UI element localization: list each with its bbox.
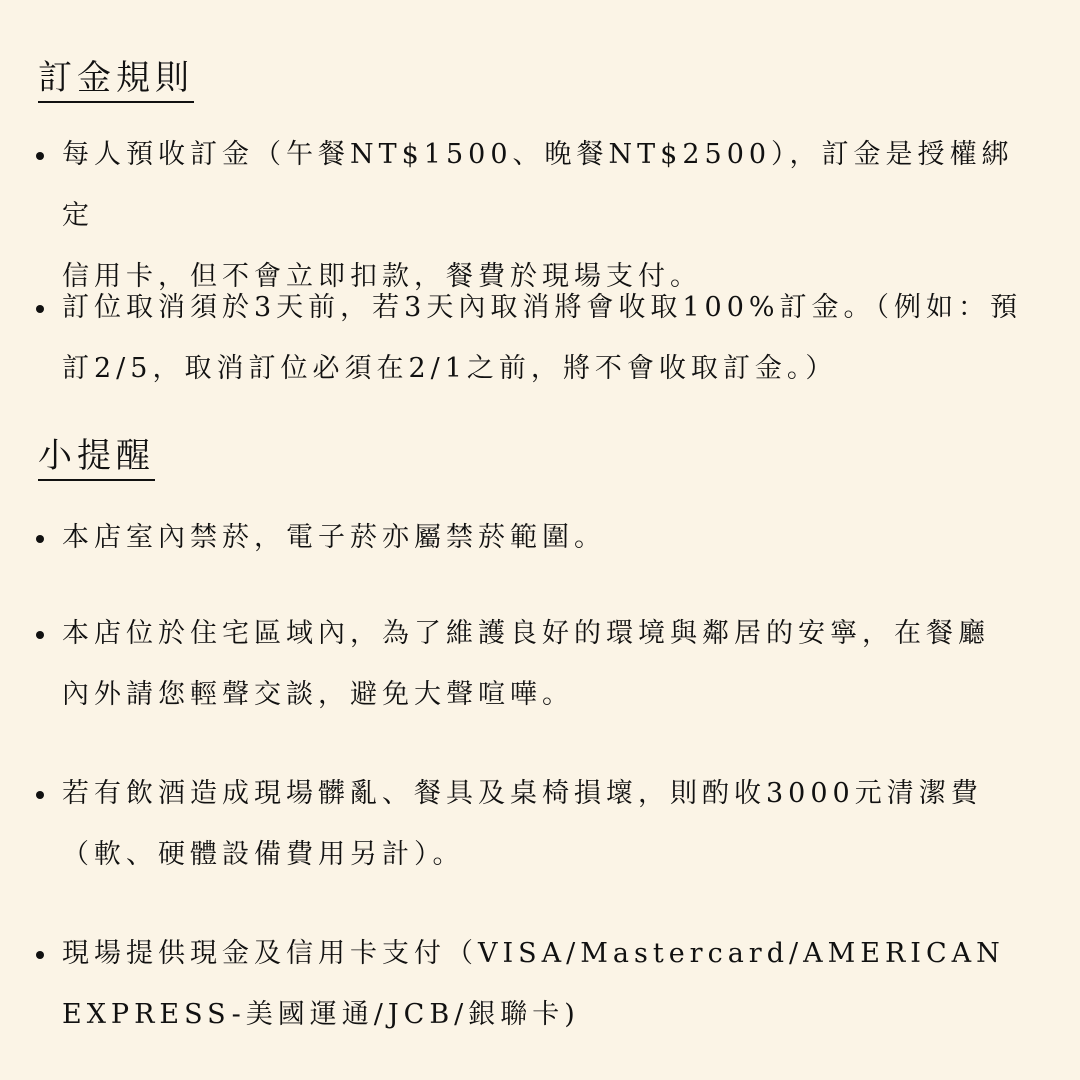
bullet-icon [36,535,44,543]
bullet-icon [36,152,44,160]
list-item-text: 若有飲酒造成現場髒亂、餐具及桌椅損壞，則酌收3000元清潔費 （軟、硬體設備費用另計）。 [62,778,983,870]
list-item-text: 現場提供現金及信用卡支付（VISA/Mastercard/AMERICAN EXPRESS-美國運通/JCB/銀聯卡) [62,938,1005,1030]
deposit-rules-heading: 訂金規則 [38,58,194,103]
reminders-heading: 小提醒 [38,436,155,481]
bullet-icon [36,305,44,313]
bullet-icon [36,951,44,959]
list-item-text: 本店位於住宅區域內，為了維護良好的環境與鄰居的安寧，在餐廳 內外請您輕聲交談，避免大聲喧嘩。 [62,618,990,710]
bullet-icon [36,791,44,799]
list-item-text: 訂位取消須於3天前，若3天內取消將會收取100%訂金。（例如：預 訂2/5，取消訂位必須在2/1之前，將不會收取訂金。） [62,292,1023,384]
list-item-text: 每人預收訂金（午餐NT$1500、晚餐NT$2500），訂金是授權綁定 信用卡，但不會立即扣款，餐費於現場支付。 [62,139,1014,292]
list-item-text: 本店室內禁菸，電子菸亦屬禁菸範圍。 [62,522,606,553]
bullet-icon [36,631,44,639]
